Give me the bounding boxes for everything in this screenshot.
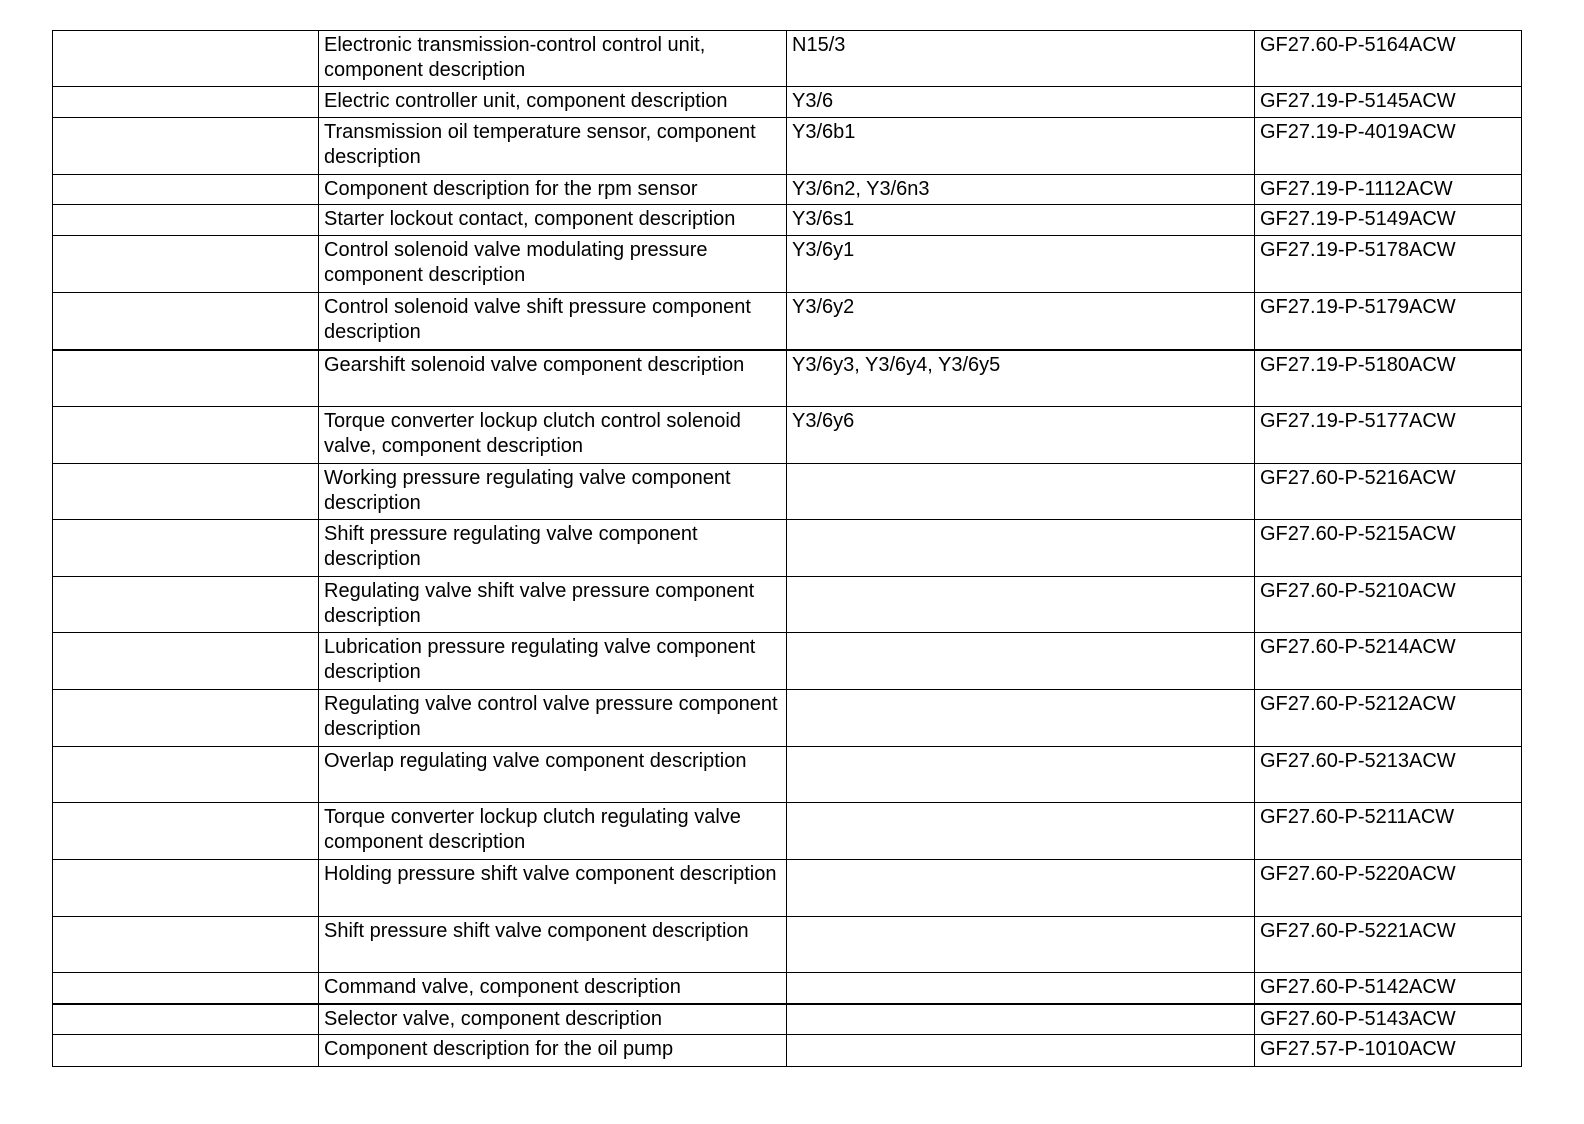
- designation-cell: Y3/6: [787, 87, 1255, 118]
- document-number-cell: GF27.19-P-5180ACW: [1255, 350, 1522, 407]
- document-number-cell: GF27.60-P-5143ACW: [1255, 1004, 1522, 1035]
- document-number-cell: GF27.57-P-1010ACW: [1255, 1035, 1522, 1067]
- designation-cell: Y3/6b1: [787, 118, 1255, 175]
- row-blank-cell: [53, 520, 319, 577]
- document-number-cell: GF27.60-P-5214ACW: [1255, 633, 1522, 690]
- row-blank-cell: [53, 118, 319, 175]
- component-table: [52, 30, 1522, 1067]
- row-blank-cell: [53, 690, 319, 747]
- component-description-cell: Holding pressure shift valve component description: [319, 860, 787, 917]
- table-row: [53, 175, 1522, 205]
- component-description-cell: Component description for the rpm sensor: [319, 175, 787, 205]
- document-number-cell: GF27.60-P-5211ACW: [1255, 803, 1522, 860]
- table-row: [53, 520, 1522, 577]
- designation-cell: [787, 803, 1255, 860]
- table-row: [53, 917, 1522, 973]
- component-description-cell: Control solenoid valve modulating pressure component description: [319, 236, 787, 293]
- designation-cell: N15/3: [787, 31, 1255, 87]
- row-blank-cell: [53, 464, 319, 520]
- table-row: [53, 633, 1522, 690]
- designation-cell: [787, 520, 1255, 577]
- component-description-cell: Command valve, component description: [319, 973, 787, 1004]
- table-row: [53, 747, 1522, 803]
- designation-cell: Y3/6n2, Y3/6n3: [787, 175, 1255, 205]
- table-row: [53, 350, 1522, 407]
- designation-cell: [787, 690, 1255, 747]
- row-blank-cell: [53, 633, 319, 690]
- document-number-cell: GF27.19-P-1112ACW: [1255, 175, 1522, 205]
- component-table-body: [53, 31, 1522, 1067]
- component-description-cell: Shift pressure regulating valve component description: [319, 520, 787, 577]
- table-row: [53, 803, 1522, 860]
- row-blank-cell: [53, 803, 319, 860]
- designation-cell: [787, 917, 1255, 973]
- row-blank-cell: [53, 407, 319, 464]
- designation-cell: Y3/6y1: [787, 236, 1255, 293]
- table-row: [53, 293, 1522, 350]
- component-description-cell: Electronic transmission-control control unit, component description: [319, 31, 787, 87]
- designation-cell: [787, 633, 1255, 690]
- row-blank-cell: [53, 747, 319, 803]
- component-description-cell: Starter lockout contact, component description: [319, 205, 787, 236]
- component-description-cell: Overlap regulating valve component description: [319, 747, 787, 803]
- component-description-cell: Shift pressure shift valve component description: [319, 917, 787, 973]
- row-blank-cell: [53, 917, 319, 973]
- document-number-cell: GF27.60-P-5213ACW: [1255, 747, 1522, 803]
- table-row: [53, 31, 1522, 87]
- component-description-cell: Torque converter lockup clutch regulating valve component description: [319, 803, 787, 860]
- document-number-cell: GF27.19-P-5145ACW: [1255, 87, 1522, 118]
- component-description-cell: Torque converter lockup clutch control solenoid valve, component description: [319, 407, 787, 464]
- designation-cell: [787, 973, 1255, 1004]
- component-description-cell: Selector valve, component description: [319, 1004, 787, 1035]
- designation-cell: [787, 1035, 1255, 1067]
- designation-cell: Y3/6s1: [787, 205, 1255, 236]
- document-number-cell: GF27.60-P-5164ACW: [1255, 31, 1522, 87]
- component-description-cell: Regulating valve control valve pressure component description: [319, 690, 787, 747]
- row-blank-cell: [53, 973, 319, 1004]
- component-description-cell: Control solenoid valve shift pressure component description: [319, 293, 787, 350]
- table-row: [53, 1035, 1522, 1067]
- table-row: [53, 973, 1522, 1004]
- row-blank-cell: [53, 860, 319, 917]
- table-row: [53, 577, 1522, 633]
- document-number-cell: GF27.60-P-5142ACW: [1255, 973, 1522, 1004]
- document-number-cell: GF27.60-P-5210ACW: [1255, 577, 1522, 633]
- document-number-cell: GF27.19-P-5177ACW: [1255, 407, 1522, 464]
- row-blank-cell: [53, 350, 319, 407]
- row-blank-cell: [53, 577, 319, 633]
- designation-cell: Y3/6y3, Y3/6y4, Y3/6y5: [787, 350, 1255, 407]
- component-description-cell: Lubrication pressure regulating valve component description: [319, 633, 787, 690]
- component-description-cell: Working pressure regulating valve component description: [319, 464, 787, 520]
- designation-cell: [787, 577, 1255, 633]
- table-row: [53, 236, 1522, 293]
- table-row: [53, 1004, 1522, 1035]
- table-row: [53, 464, 1522, 520]
- table-row: [53, 690, 1522, 747]
- component-description-cell: Transmission oil temperature sensor, component description: [319, 118, 787, 175]
- document-number-cell: GF27.19-P-5179ACW: [1255, 293, 1522, 350]
- designation-cell: [787, 464, 1255, 520]
- document-number-cell: GF27.19-P-4019ACW: [1255, 118, 1522, 175]
- row-blank-cell: [53, 1004, 319, 1035]
- row-blank-cell: [53, 293, 319, 350]
- document-number-cell: GF27.19-P-5178ACW: [1255, 236, 1522, 293]
- component-description-cell: Gearshift solenoid valve component description: [319, 350, 787, 407]
- row-blank-cell: [53, 175, 319, 205]
- table-row: [53, 118, 1522, 175]
- table-row: [53, 87, 1522, 118]
- table-row: [53, 205, 1522, 236]
- component-description-cell: Regulating valve shift valve pressure component description: [319, 577, 787, 633]
- component-description-cell: Component description for the oil pump: [319, 1035, 787, 1067]
- designation-cell: [787, 860, 1255, 917]
- document-number-cell: GF27.60-P-5216ACW: [1255, 464, 1522, 520]
- component-description-cell: Electric controller unit, component description: [319, 87, 787, 118]
- designation-cell: Y3/6y2: [787, 293, 1255, 350]
- row-blank-cell: [53, 236, 319, 293]
- table-row: [53, 860, 1522, 917]
- document-number-cell: GF27.60-P-5212ACW: [1255, 690, 1522, 747]
- row-blank-cell: [53, 205, 319, 236]
- document-number-cell: GF27.19-P-5149ACW: [1255, 205, 1522, 236]
- row-blank-cell: [53, 87, 319, 118]
- designation-cell: [787, 1004, 1255, 1035]
- designation-cell: [787, 747, 1255, 803]
- document-number-cell: GF27.60-P-5215ACW: [1255, 520, 1522, 577]
- row-blank-cell: [53, 1035, 319, 1067]
- designation-cell: Y3/6y6: [787, 407, 1255, 464]
- row-blank-cell: [53, 31, 319, 87]
- table-row: [53, 407, 1522, 464]
- document-number-cell: GF27.60-P-5221ACW: [1255, 917, 1522, 973]
- document-number-cell: GF27.60-P-5220ACW: [1255, 860, 1522, 917]
